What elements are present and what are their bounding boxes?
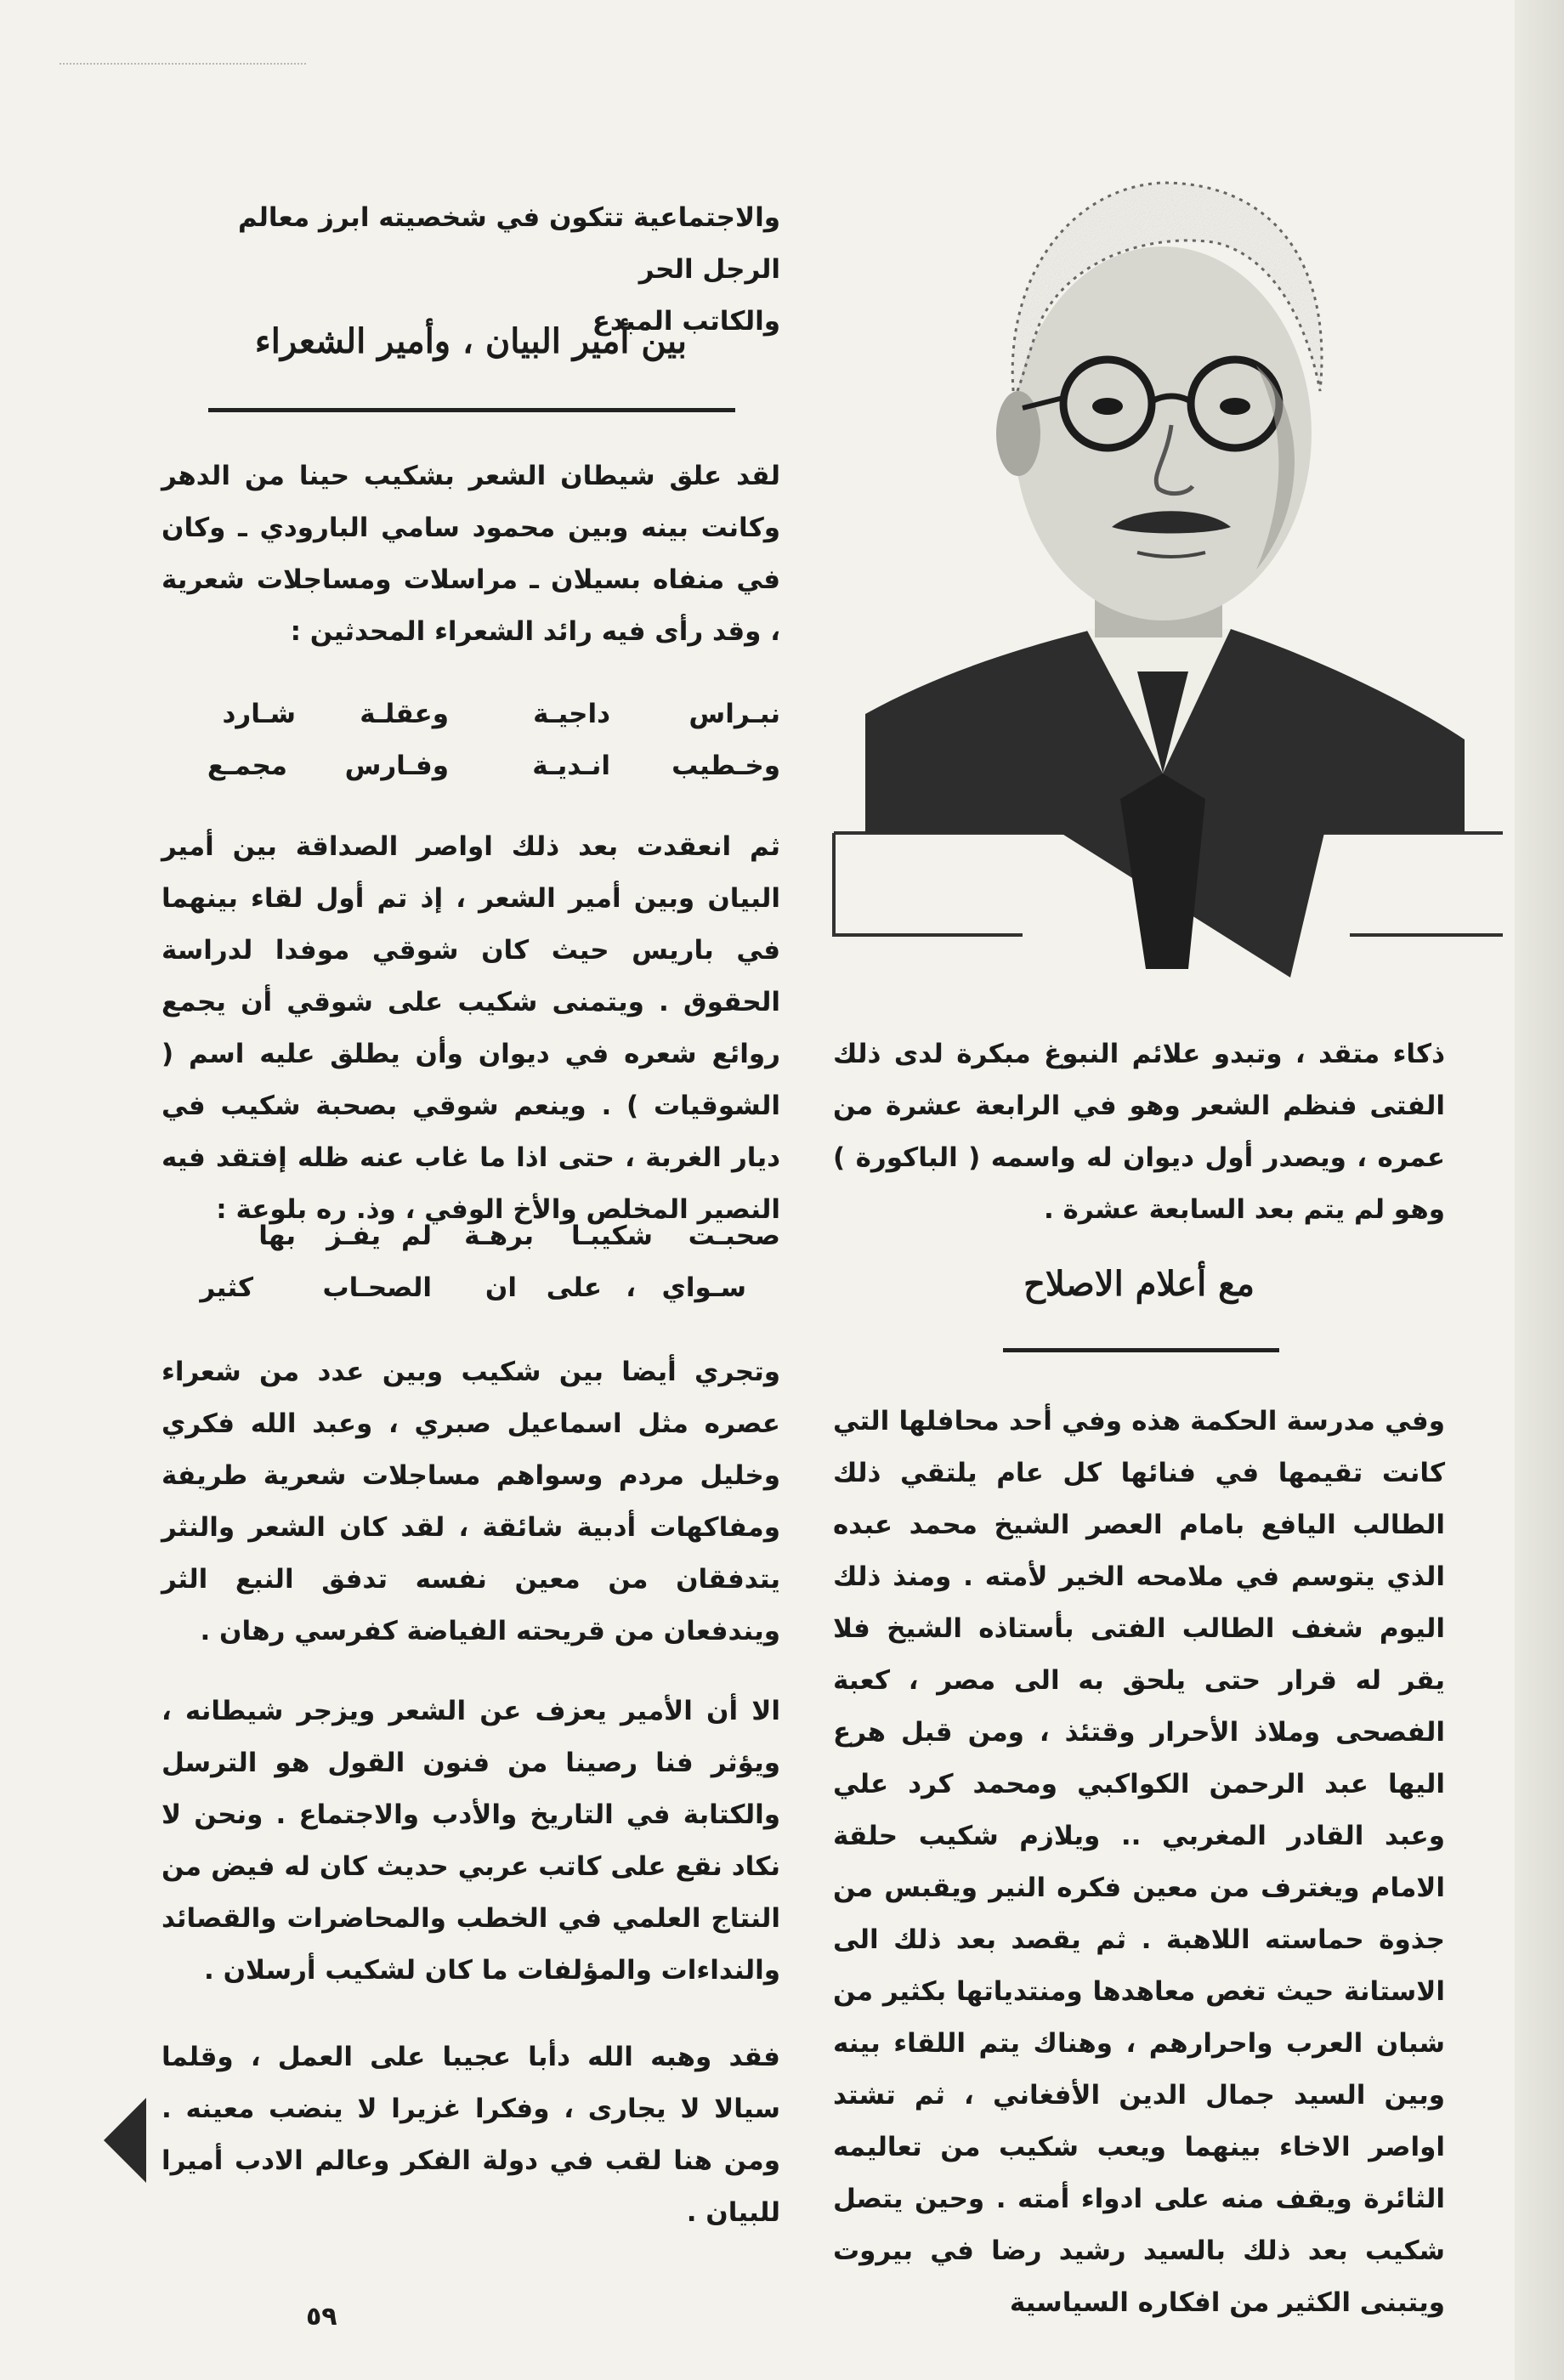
- verse-word: على: [546, 1272, 602, 1303]
- verse-word: وخـطيب: [672, 751, 780, 781]
- verse-word: برهـة: [464, 1221, 534, 1251]
- paragraph-reformers: وفي مدرسة الحكمة هذه وفي أحد محافلها التي كانت تقيمها في فنائها كل عام يلتقي ذلك الطالب اليافع بامام العصر الشيخ محمد عبده الذي يتوسم في ملامحه الخير لأمته . ومنذ ذلك اليوم شغف الطالب الفتى بأستاذه الشيخ فلا يقر له قرار حتى يلحق به الى مصر ، كعبة الفصحى وملاذ الأحرار وقتئذ ، ومن قبل هرع اليها عبد الرحمن الكواكبي ومحمد كرد علي وعبد القادر المغربي .. ويلازم شكيب حلقة الامام ويغترف من معين فكره النير ويقبس من جذوة حماسته اللاهبة . ثم يقصد بعد ذلك الى الاستانة حيث تغص معاهدها ومنتدياتها بكثير من شبان العرب واحرارهم ، وهناك يتم اللقاء بينه وبين السيد جمال الدين الأفغاني ، ثم تشتد اواصر الاخاء بينهما ويعب شكيب من تعاليمه الثائرة ويقف منه على ادواء أمته . وحين يتصل شكيب بعد ذلك بالسيد رشيد رضا في بيروت ويتبنى الكثير من افكاره السياسية: [833, 1406, 1445, 2318]
- verse-word: صحبـت: [688, 1221, 780, 1251]
- verse-word: ،: [626, 1272, 636, 1303]
- verse-1-line-2: [162, 740, 780, 792]
- page-turn-arrow-icon[interactable]: [104, 2098, 146, 2183]
- right-paragraph-1: [833, 1028, 1445, 1236]
- verse-block-1: [162, 688, 780, 792]
- verse-word: سـواي: [661, 1272, 746, 1303]
- paragraph-poets: وتجري أيضا بين شكيب وبين عدد من شعراء عصره مثل اسماعيل صبري ، وعبد الله فكري وخليل مردم وسواهم مساجلات شعرية طريفة ومفاكهات أدبية شائقة ، لقد كان الشعر والنثر يتدفقان من معين نفسه تدفق النبع الثر ويندفعان من قريحته الفياضة كفرسي رهان .: [162, 1357, 780, 1646]
- verse-word: ان: [484, 1272, 517, 1303]
- verse-word: نبـراس: [688, 699, 780, 729]
- paragraph-barudi: لقد علق شيطان الشعر بشكيب حينا من الدهر وكانت بينه وبين محمود سامي البارودي ـ وكان في منفاه بسيلان ـ مراسلات ومساجلات شعرية ، وقد رأى فيه رائد الشعراء المحدثين :: [162, 461, 780, 647]
- top-dotted-line: [60, 63, 306, 65]
- intro-line-1: والاجتماعية تتكون في شخصيته ابرز معالم الرجل الحر: [237, 202, 780, 285]
- verse-word: شكيبـا: [570, 1221, 653, 1251]
- verse-word: كثير: [200, 1272, 253, 1303]
- heading-underline-1: [208, 408, 735, 412]
- right-eye: [1220, 398, 1250, 415]
- verse-2-line-2: [162, 1262, 780, 1314]
- verse-word: داجيـة: [533, 699, 610, 729]
- left-paragraph-3: [162, 1346, 780, 1658]
- paragraph-early-talent: ذكاء متقد ، وتبدو علائم النبوغ مبكرة لدى ذلك الفتى فنظم الشعر وهو في الرابعة عشرة من عمره ، ويصدر أول ديوان له واسمه ( الباكورة ) وهو لم يتم بعد السابعة عشرة .: [833, 1039, 1445, 1225]
- verse-word: مجمـع: [207, 751, 287, 781]
- tie-lower: [1120, 774, 1205, 969]
- verse-word: بها: [258, 1221, 296, 1251]
- left-eye: [1092, 398, 1123, 415]
- left-paragraph-4: [162, 1686, 780, 1997]
- verse-1-line-1: [162, 688, 780, 740]
- page-number: ٥٩: [306, 2302, 337, 2332]
- left-paragraph-5: [162, 2032, 780, 2239]
- portrait-photo: [831, 153, 1503, 1012]
- photo-frame-left: [834, 833, 1023, 935]
- verse-word: شـارد: [222, 699, 296, 729]
- verse-block-2: [162, 1210, 780, 1314]
- section-heading-prince-of-eloquence: بين أمير البيان ، وأمير الشعراء: [254, 321, 688, 361]
- verse-word: الصحـاب: [322, 1272, 432, 1303]
- paragraph-gift: فقد وهبه الله دأبا عجيبا على العمل ، وقلما سيالا لا يجارى ، وفكرا غزيرا لا ينضب معينه . ومن هنا لقب في دولة الفكر وعالم الادب أميرا للبيان .: [162, 2042, 780, 2228]
- verse-word: انـديـة: [532, 751, 610, 781]
- left-paragraph-1: [162, 450, 780, 658]
- section-heading-reform: مع أعلام الاصلاح: [1023, 1264, 1255, 1304]
- right-paragraph-2: [833, 1396, 1445, 2329]
- page-edge-shadow: [1515, 0, 1564, 2380]
- verse-word: لم: [401, 1221, 432, 1251]
- intro-line-2: والكاتب المبدع: [592, 306, 780, 337]
- verse-word: وفـارس: [344, 751, 449, 781]
- paragraph-prose: الا أن الأمير يعزف عن الشعر ويزجر شيطانه ، ويؤثر فنا رصينا من فنون القول هو الترسل والكتابة في التاريخ والأدب والاجتماع . ونحن لا نكاد نقع على كاتب عربي حديث كان له فيض من النتاج العلمي في الخطب والمحاضرات والقصائد والنداءات والمؤلفات ما كان لشكيب أرسلان .: [162, 1696, 780, 1986]
- heading-underline-2: [1003, 1348, 1279, 1352]
- verse-word: يفـز: [326, 1221, 381, 1251]
- verse-2-line-1: [162, 1210, 780, 1262]
- verse-word: وعقلـة: [360, 699, 449, 729]
- left-paragraph-2: [162, 821, 780, 1236]
- paragraph-shawqi: ثم انعقدت بعد ذلك اواصر الصداقة بين أمير البيان وبين أمير الشعر ، إذ تم أول لقاء بينهما في باريس حيث كان شوقي موفدا لدراسة الحقوق . ويتمنى شكيب على شوقي أن يجمع روائع شعره في ديوان وأن يطلق عليه اسم ( الشوقيات ) . وينعم شوقي بصحبة شكيب في ديار الغربة ، حتى اذا ما غاب عنه ظله إفتقد فيه النصير المخلص والأخ الوفي ، وذ. ره بلوعة :: [162, 831, 780, 1225]
